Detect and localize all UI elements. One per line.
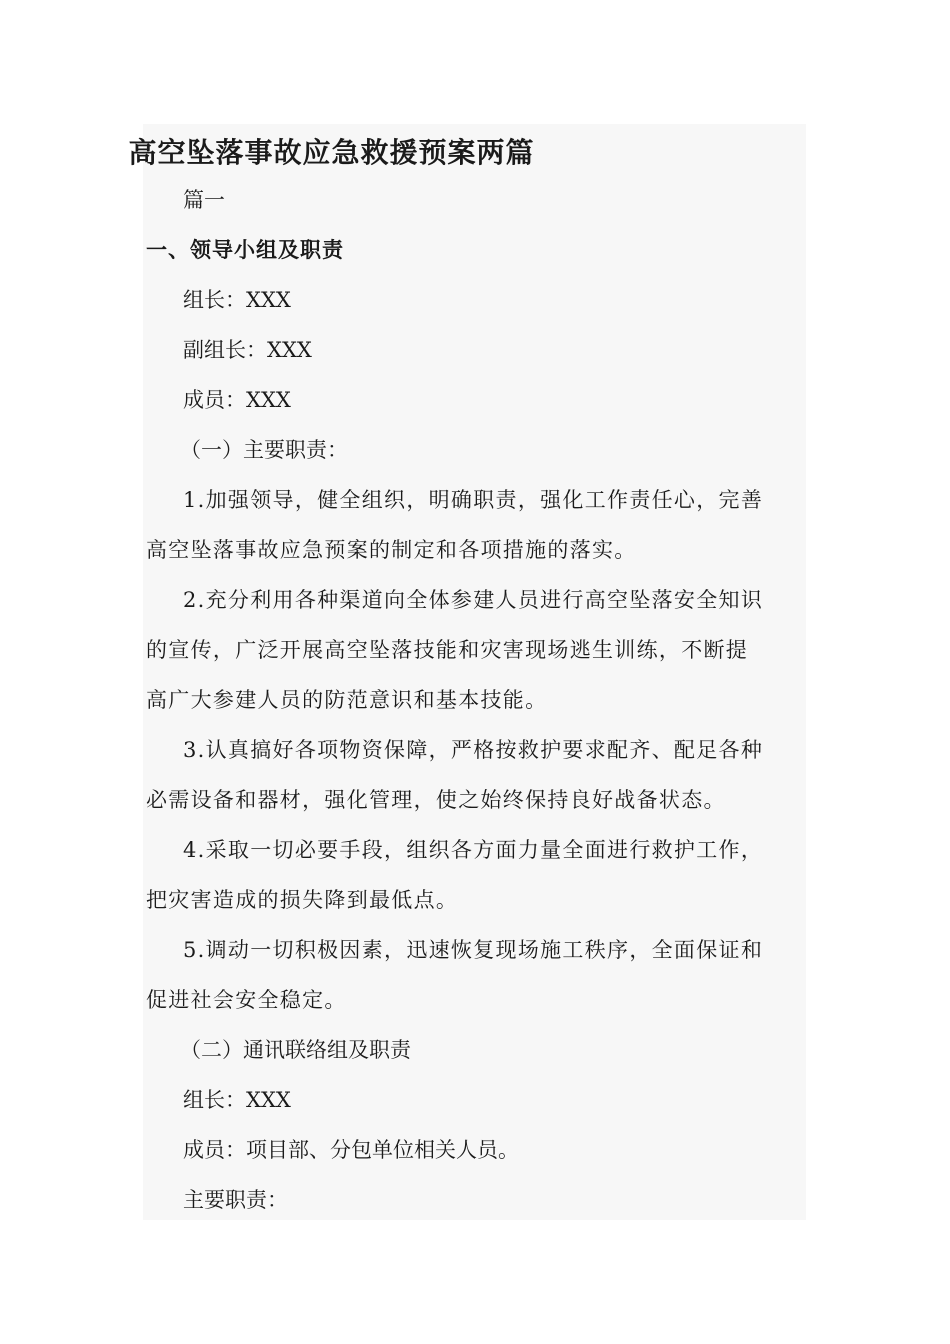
part-label: 篇一 bbox=[183, 188, 225, 212]
duty-item-1-line-2: 高空坠落事故应急预案的制定和各项措施的落实。 bbox=[146, 538, 637, 562]
duty-item-3-line-2: 必需设备和器材，强化管理，使之始终保持良好战备状态。 bbox=[146, 788, 726, 812]
duty-item-2-line-3: 高广大参建人员的防范意识和基本技能。 bbox=[146, 688, 548, 712]
subsection-heading-main-duties: （一）主要职责： bbox=[180, 438, 348, 462]
duty-item-5-line-1: 5.调动一切积极因素，迅速恢复现场施工秩序，全面保证和 bbox=[183, 938, 764, 962]
main-duties-label: 主要职责： bbox=[183, 1188, 288, 1212]
duty-item-2-line-2: 的宣传，广泛开展高空坠落技能和灾害现场逃生训练，不断提 bbox=[146, 638, 749, 662]
duty-item-1-line-1: 1.加强领导，健全组织，明确职责，强化工作责任心，完善 bbox=[183, 488, 764, 512]
document-title: 高空坠落事故应急救援预案两篇 bbox=[128, 136, 535, 169]
leader-line: 组长：XXX bbox=[183, 288, 291, 312]
subsection-heading-communications: （二）通讯联络组及职责 bbox=[180, 1038, 411, 1062]
deputy-leader-line: 副组长：XXX bbox=[183, 338, 312, 362]
members-line: 成员：XXX bbox=[183, 388, 291, 412]
comm-leader-line: 组长：XXX bbox=[183, 1088, 291, 1112]
duty-item-3-line-1: 3.认真搞好各项物资保障，严格按救护要求配齐、配足各种 bbox=[183, 738, 764, 762]
duty-item-2-line-1: 2.充分利用各种渠道向全体参建人员进行高空坠落安全知识 bbox=[183, 588, 764, 612]
duty-item-4-line-1: 4.采取一切必要手段，组织各方面力量全面进行救护工作， bbox=[183, 838, 764, 862]
section-heading-leadership: 一、领导小组及职责 bbox=[146, 237, 344, 262]
duty-item-5-line-2: 促进社会安全稳定。 bbox=[146, 988, 347, 1012]
duty-item-4-line-2: 把灾害造成的损失降到最低点。 bbox=[146, 888, 459, 912]
comm-members-line: 成员：项目部、分包单位相关人员。 bbox=[183, 1138, 519, 1162]
